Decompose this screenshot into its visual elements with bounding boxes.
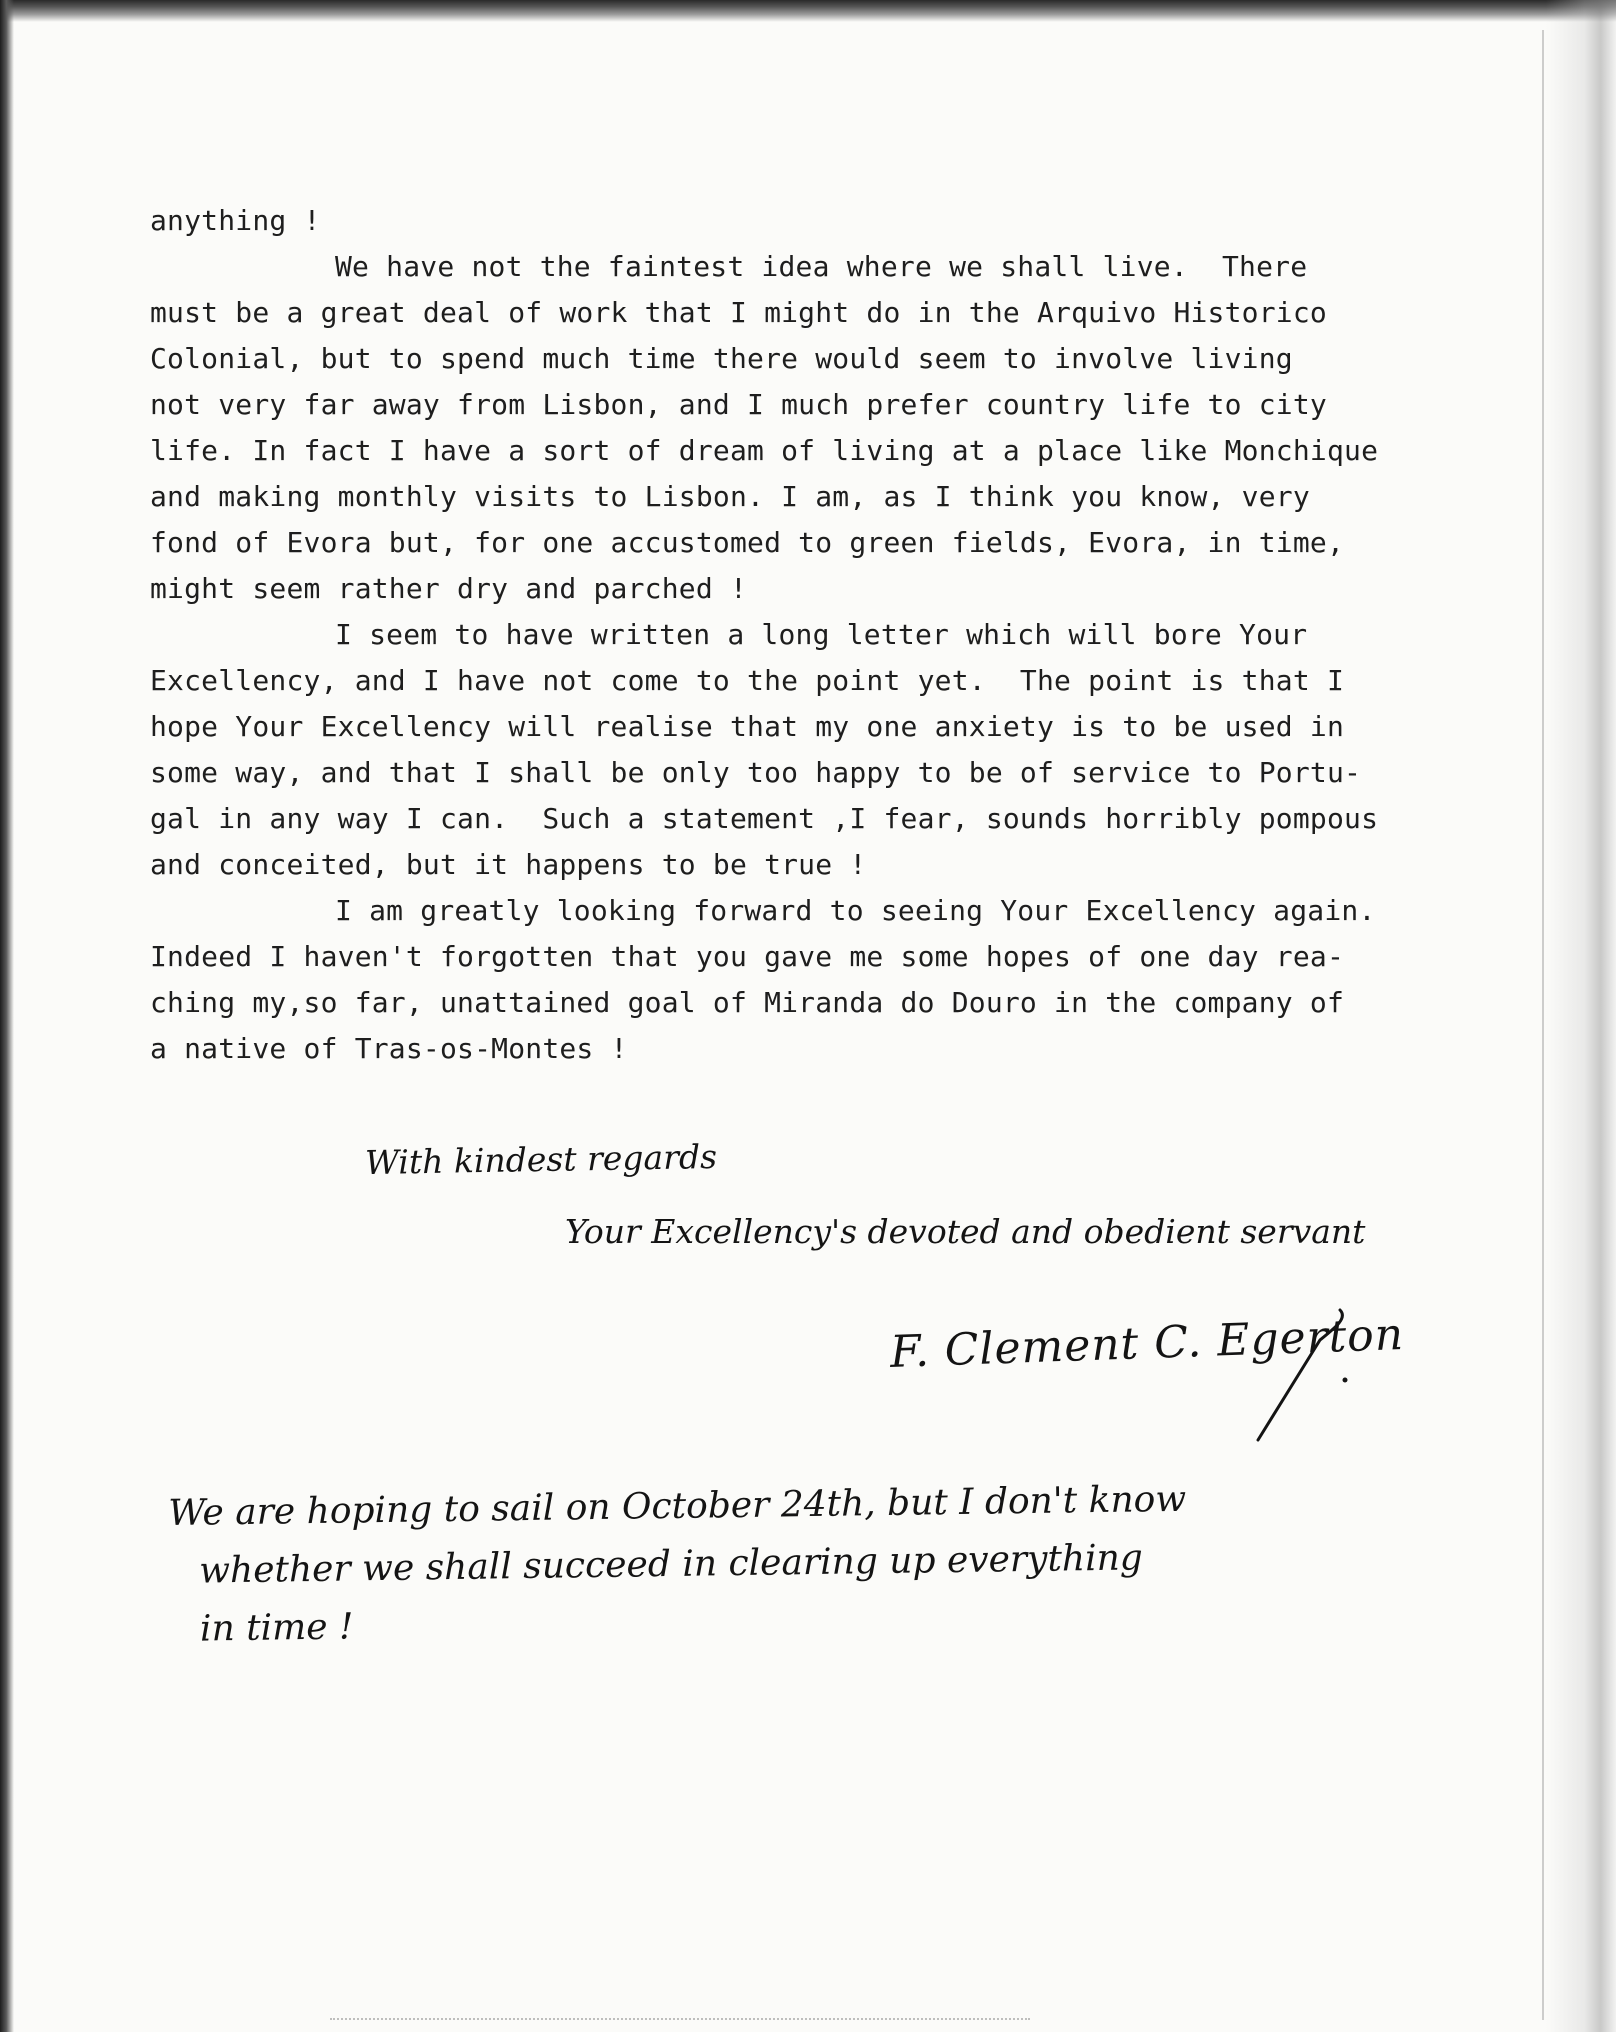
line: and making monthly visits to Lisbon. I am, as I think you know, very [150,480,1310,513]
signature-flourish [1240,1300,1360,1450]
line: hope Your Excellency will realise that my one anxiety is to be used in [150,710,1345,743]
paragraph-1 [150,198,1480,244]
typed-letter-body [150,198,1480,1072]
postscript-line: in time ! [199,1606,354,1650]
scan-top-edge [0,0,1616,22]
paragraph-2 [150,244,1480,612]
scan-left-edge [0,0,14,2032]
line: not very far away from Lisbon, and I much prefer country life to city [150,388,1327,421]
line: a native of Tras-os-Montes ! [150,1032,628,1065]
line: Indeed I haven't forgotten that you gave me some hopes of one day rea- [150,940,1345,973]
line: We have not the faintest idea where we shall live. There [335,250,1308,283]
line: life. In fact I have a sort of dream of living at a place like Monchique [150,434,1379,467]
line: might seem rather dry and parched ! [150,572,748,605]
line: anything ! [150,204,321,237]
line: Excellency, and I have not come to the point yet. The point is that I [150,664,1345,697]
line: some way, and that I shall be only too happy to be of service to Portu- [150,756,1362,789]
scan-bottom-artifact [330,2018,1030,2020]
line: and conceited, but it happens to be true ! [150,848,867,881]
line: I seem to have written a long letter which will bore Your [335,618,1308,651]
closing-greeting: With kindest regards [364,1136,718,1183]
paragraph-3 [150,612,1480,888]
line: must be a great deal of work that I might do in the Arquivo Historico [150,296,1327,329]
line: Colonial, but to spend much time there would seem to involve living [150,342,1293,375]
handwritten-postscript [168,1468,1420,1659]
postscript-line: whether we shall succeed in clearing up everything [198,1537,1144,1592]
scan-right-edge [1546,0,1616,2032]
line: I am greatly looking forward to seeing Your Excellency again. [335,894,1376,927]
postscript-line: We are hoping to sail on October 24th, but I don't know [168,1478,1187,1534]
signature: F. Clement C. Egerton [889,1309,1405,1378]
line: ching my,so far, unattained goal of Miranda do Douro in the company of [150,986,1345,1019]
line: gal in any way I can. Such a statement ,I fear, sounds horribly pompous [150,802,1379,835]
line: fond of Evora but, for one accustomed to green fields, Evora, in time, [150,526,1345,559]
paragraph-4 [150,888,1480,1072]
scan-right-line [1542,30,1544,2020]
complimentary-close: Your Excellency's devoted and obedient servant [565,1212,1366,1251]
